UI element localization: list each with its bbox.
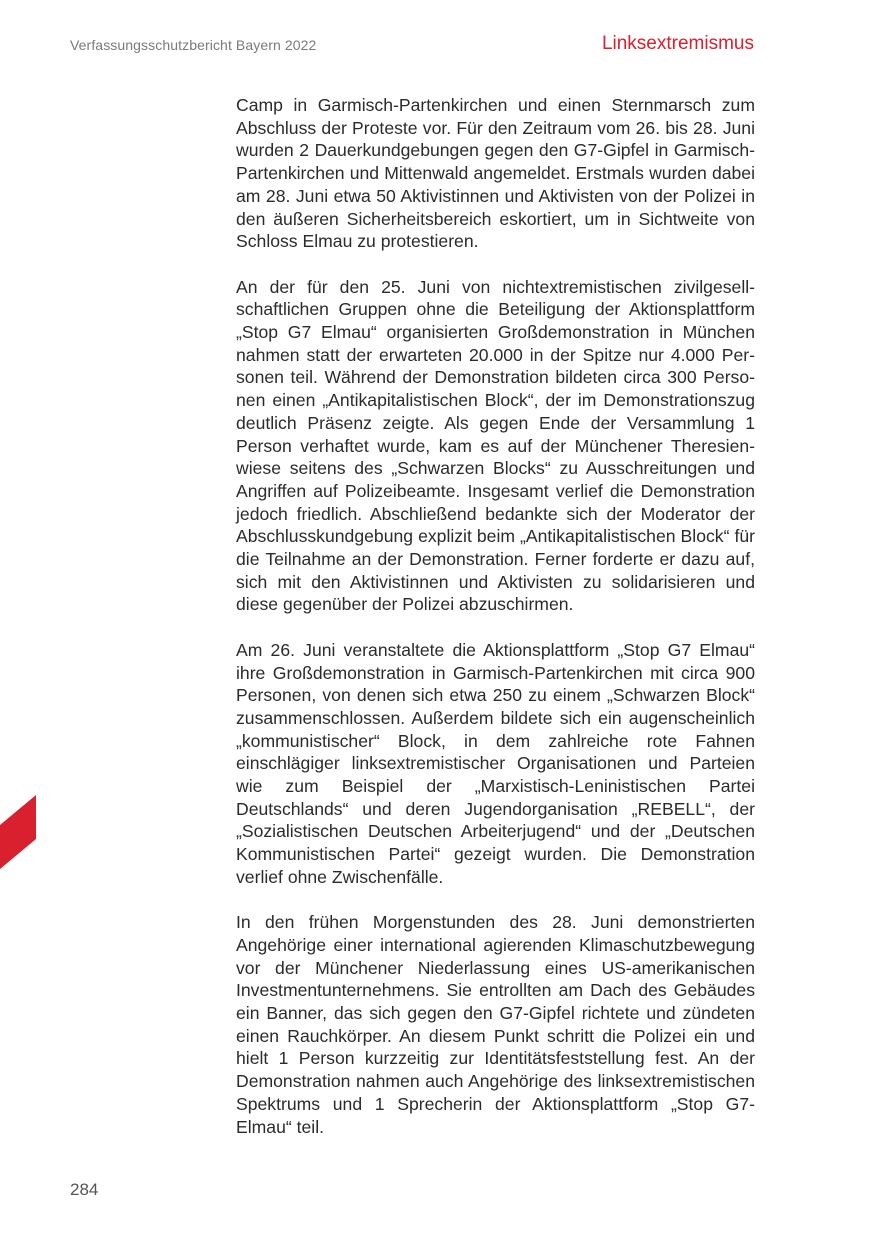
- page-number: 284: [70, 1180, 99, 1199]
- body-text: [236, 94, 755, 1161]
- section-title: Linksextremismus: [601, 33, 754, 54]
- paragraph: In den frühen Morgenstunden des 28. Juni demonstrierten Angehörige einer international agierenden Klimaschutzbewegung vor der Münchener Niederlassung eines US-amerikanischen Investmentunternehmens. Sie entrollten am Dach des Gebäudes ein Banner, das sich gegen den G7-Gipfel richtete und zündeten einen Rauchkörper. An diesem Punkt schritt die Polizei ein und hielt 1 Person kurzzeitig zur Identitätsfeststellung fest. An der Demonstration nahmen auch Angehörige des linksextremistischen Spektrums und 1 Sprecherin der Aktionsplattform „Stop G7-Elmau“ teil.: [236, 912, 755, 1137]
- paragraph: Camp in Garmisch-Partenkirchen und einen Sternmarsch zum Abschluss der Proteste vor. Für den Zeitraum vom 26. bis 28. Juni wurden 2 Dauerkundgebungen gegen den G7-Gipfel in Garmisch-Partenkirchen und Mittenwald angemeldet. Erstmals wurden dabei am 28. Juni etwa 50 Aktivistinnen und Aktivisten von der Polizei in den äußeren Sicherheitsbereich eskortiert, um in Sichtweite von Schloss Elmau zu protestieren.: [236, 95, 755, 252]
- publication-title: Verfassungsschutzbericht Bayern 2022: [70, 37, 317, 53]
- section-marker-tab: [0, 795, 40, 869]
- paragraph: Am 26. Juni veranstaltete die Aktionsplattform „Stop G7 Elmau“ ihre Großdemonstration in Garmisch-Partenkirchen mit circa 900 Personen, von denen sich etwa 250 zu einem „Schwarzen Block“ zusammenschlossen. Außerdem bildete sich ein augenscheinlich „kommunistischer“ Block, in dem zahlreiche rote Fahnen einschlägiger linksextremistischer Organisationen und Parteien wie zum Beispiel der „Marxistisch-Leninistischen Partei Deutschlands“ und deren Jugendorganisation „REBELL“, der „Sozialistischen Deutschen Arbeiterjugend“ und der „Deutschen Kommunistischen Partei“ gezeigt wurden. Die Demonstration verlief ohne Zwischenfälle.: [236, 639, 755, 887]
- section-marker-shape: [0, 795, 36, 869]
- paragraph: An der für den 25. Juni von nichtextremistischen zivilgesellschaftlichen Gruppen ohne die Beteiligung der Aktionsplattform „Stop G7 Elmau“ organisierten Großdemonstration in München nahmen statt der erwarteten 20.000 in der Spitze nur 4.000 Personen teil. Während der Demonstration bildeten circa 300 Personen einen „Antikapitalistischen Block“, der im Demonstrationszug deutlich Präsenz zeigte. Als gegen Ende der Versammlung 1 Person verhaftet wurde, kam es auf der Münchener Theresienwiese seitens des „Schwarzen Blocks“ zu Ausschreitungen und Angriffen auf Polizeibeamte. Insgesamt verlief die Demonstration jedoch friedlich. Abschließend bedankte sich der Moderator der Abschlusskundgebung explizit beim „Antikapitalistischen Block“ für die Teilnahme an der Demonstration. Ferner forderte er dazu auf, sich mit den Aktivistinnen und Aktivisten zu solidarisieren und diese gegenüber der Polizei abzuschirmen.: [236, 276, 755, 615]
